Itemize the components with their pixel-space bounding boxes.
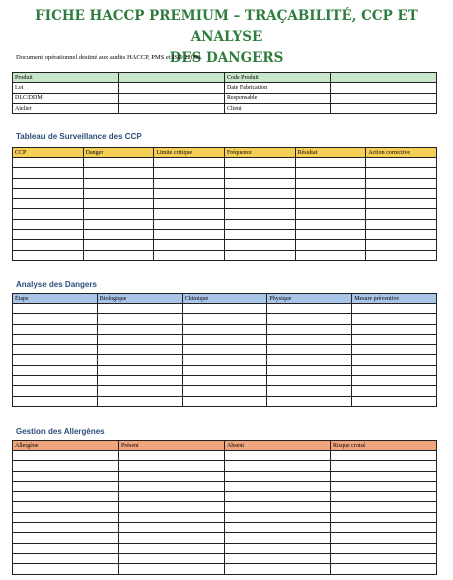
entry-cell[interactable] bbox=[331, 512, 437, 522]
entry-cell[interactable] bbox=[83, 188, 154, 198]
column-header: CCP bbox=[13, 148, 84, 158]
entry-cell[interactable] bbox=[119, 533, 225, 543]
entry-cell[interactable] bbox=[97, 376, 182, 386]
entry-cell[interactable] bbox=[331, 564, 437, 574]
table-row bbox=[13, 304, 437, 314]
entry-cell[interactable] bbox=[295, 219, 366, 229]
entry-cell[interactable] bbox=[154, 168, 225, 178]
entry-cell[interactable] bbox=[13, 314, 98, 324]
entry-cell[interactable] bbox=[119, 502, 225, 512]
entry-cell[interactable] bbox=[331, 553, 437, 563]
entry-cell[interactable] bbox=[97, 334, 182, 344]
entry-cell[interactable] bbox=[83, 230, 154, 240]
entry-cell[interactable] bbox=[182, 314, 267, 324]
entry-cell[interactable] bbox=[182, 334, 267, 344]
allergens-heading: Gestion des Allergènes bbox=[16, 427, 105, 436]
entry-cell[interactable] bbox=[13, 471, 119, 481]
ccp-heading: Tableau de Surveillance des CCP bbox=[16, 132, 142, 141]
entry-cell[interactable] bbox=[182, 365, 267, 375]
entry-cell[interactable] bbox=[352, 376, 437, 386]
entry-cell[interactable] bbox=[119, 564, 225, 574]
entry-cell[interactable] bbox=[295, 199, 366, 209]
entry-cell[interactable] bbox=[225, 553, 331, 563]
intro-text: Document opérationnel destiné aux audits HACCP, PMS et ISO 22000. bbox=[16, 54, 203, 61]
entry-cell[interactable] bbox=[225, 512, 331, 522]
entry-cell[interactable] bbox=[267, 386, 352, 396]
entry-cell[interactable] bbox=[97, 365, 182, 375]
entry-cell[interactable] bbox=[295, 158, 366, 168]
entry-cell[interactable] bbox=[83, 178, 154, 188]
entry-cell[interactable] bbox=[267, 334, 352, 344]
entry-cell[interactable] bbox=[13, 240, 84, 250]
entry-cell[interactable] bbox=[83, 168, 154, 178]
entry-cell[interactable] bbox=[13, 304, 98, 314]
entry-cell[interactable] bbox=[119, 553, 225, 563]
column-header: Danger bbox=[83, 148, 154, 158]
table-row bbox=[13, 481, 437, 491]
entry-cell[interactable] bbox=[182, 396, 267, 406]
entry-cell[interactable] bbox=[13, 178, 84, 188]
info-value-field[interactable] bbox=[331, 93, 437, 103]
entry-cell[interactable] bbox=[154, 188, 225, 198]
entry-cell[interactable] bbox=[182, 376, 267, 386]
entry-cell[interactable] bbox=[97, 314, 182, 324]
entry-cell[interactable] bbox=[119, 492, 225, 502]
entry-cell[interactable] bbox=[119, 471, 225, 481]
column-header: Fréquence bbox=[224, 148, 295, 158]
info-table bbox=[12, 72, 437, 114]
column-header: Absent bbox=[225, 441, 331, 451]
entry-cell[interactable] bbox=[295, 178, 366, 188]
table-row bbox=[13, 512, 437, 522]
column-header: Physique bbox=[267, 294, 352, 304]
entry-cell[interactable] bbox=[225, 471, 331, 481]
entry-cell[interactable] bbox=[352, 314, 437, 324]
table-row bbox=[13, 345, 437, 355]
entry-cell[interactable] bbox=[83, 219, 154, 229]
entry-cell[interactable] bbox=[331, 461, 437, 471]
entry-cell[interactable] bbox=[352, 365, 437, 375]
table-row bbox=[13, 386, 437, 396]
info-label: Client bbox=[225, 103, 331, 113]
entry-cell[interactable] bbox=[366, 188, 437, 198]
dangers-heading: Analyse des Dangers bbox=[16, 280, 97, 289]
entry-cell[interactable] bbox=[13, 533, 119, 543]
entry-cell[interactable] bbox=[119, 451, 225, 461]
entry-cell[interactable] bbox=[224, 168, 295, 178]
entry-cell[interactable] bbox=[13, 564, 119, 574]
entry-cell[interactable] bbox=[154, 178, 225, 188]
entry-cell[interactable] bbox=[352, 304, 437, 314]
entry-cell[interactable] bbox=[97, 396, 182, 406]
info-row bbox=[13, 93, 437, 103]
entry-cell[interactable] bbox=[119, 543, 225, 553]
entry-cell[interactable] bbox=[224, 230, 295, 240]
entry-cell[interactable] bbox=[366, 209, 437, 219]
entry-cell[interactable] bbox=[267, 345, 352, 355]
entry-cell[interactable] bbox=[267, 314, 352, 324]
entry-cell[interactable] bbox=[267, 304, 352, 314]
column-header: Risque croisé bbox=[331, 441, 437, 451]
table-row bbox=[13, 492, 437, 502]
entry-cell[interactable] bbox=[267, 376, 352, 386]
entry-cell[interactable] bbox=[366, 230, 437, 240]
table-row bbox=[13, 533, 437, 543]
entry-cell[interactable] bbox=[366, 240, 437, 250]
entry-cell[interactable] bbox=[83, 158, 154, 168]
entry-cell[interactable] bbox=[352, 355, 437, 365]
entry-cell[interactable] bbox=[154, 230, 225, 240]
entry-cell[interactable] bbox=[224, 188, 295, 198]
entry-cell[interactable] bbox=[331, 523, 437, 533]
entry-cell[interactable] bbox=[13, 461, 119, 471]
table-row bbox=[13, 219, 437, 229]
entry-cell[interactable] bbox=[267, 365, 352, 375]
entry-cell[interactable] bbox=[97, 345, 182, 355]
entry-cell[interactable] bbox=[225, 461, 331, 471]
info-value-field[interactable] bbox=[119, 93, 225, 103]
dangers-table bbox=[12, 293, 437, 407]
title-line-1: FICHE HACCP PREMIUM – TRAÇABILITÉ, CCP ET ANALYSE bbox=[35, 8, 418, 45]
entry-cell[interactable] bbox=[13, 158, 84, 168]
entry-cell[interactable] bbox=[366, 178, 437, 188]
entry-cell[interactable] bbox=[13, 365, 98, 375]
entry-cell[interactable] bbox=[331, 533, 437, 543]
entry-cell[interactable] bbox=[352, 324, 437, 334]
entry-cell[interactable] bbox=[13, 209, 84, 219]
info-label: Atelier bbox=[13, 103, 119, 113]
entry-cell[interactable] bbox=[352, 396, 437, 406]
column-header: Présent bbox=[119, 441, 225, 451]
table-row bbox=[13, 199, 437, 209]
entry-cell[interactable] bbox=[13, 481, 119, 491]
entry-cell[interactable] bbox=[366, 158, 437, 168]
table-row bbox=[13, 188, 437, 198]
entry-cell[interactable] bbox=[13, 355, 98, 365]
entry-cell[interactable] bbox=[13, 386, 98, 396]
entry-cell[interactable] bbox=[13, 543, 119, 553]
table-row bbox=[13, 451, 437, 461]
entry-cell[interactable] bbox=[224, 178, 295, 188]
entry-cell[interactable] bbox=[331, 451, 437, 461]
entry-cell[interactable] bbox=[267, 396, 352, 406]
table-row bbox=[13, 502, 437, 512]
entry-cell[interactable] bbox=[182, 324, 267, 334]
info-label: Code Produit bbox=[225, 73, 331, 83]
entry-cell[interactable] bbox=[295, 168, 366, 178]
column-header: Chimique bbox=[182, 294, 267, 304]
table-row bbox=[13, 250, 437, 260]
info-label: Responsable bbox=[225, 93, 331, 103]
table-row bbox=[13, 553, 437, 563]
table-row bbox=[13, 209, 437, 219]
table-row bbox=[13, 376, 437, 386]
ccp-table bbox=[12, 147, 437, 261]
info-label: Date Fabrication bbox=[225, 83, 331, 93]
entry-cell[interactable] bbox=[225, 481, 331, 491]
entry-cell[interactable] bbox=[13, 376, 98, 386]
info-value-field[interactable] bbox=[331, 83, 437, 93]
entry-cell[interactable] bbox=[224, 250, 295, 260]
entry-cell[interactable] bbox=[97, 304, 182, 314]
column-header: Résultat bbox=[295, 148, 366, 158]
entry-cell[interactable] bbox=[154, 219, 225, 229]
entry-cell[interactable] bbox=[295, 250, 366, 260]
entry-cell[interactable] bbox=[225, 523, 331, 533]
entry-cell[interactable] bbox=[119, 512, 225, 522]
column-header: Mesure préventive bbox=[352, 294, 437, 304]
entry-cell[interactable] bbox=[295, 240, 366, 250]
entry-cell[interactable] bbox=[366, 250, 437, 260]
entry-cell[interactable] bbox=[154, 250, 225, 260]
table-row bbox=[13, 324, 437, 334]
info-row bbox=[13, 83, 437, 93]
table-row bbox=[13, 230, 437, 240]
entry-cell[interactable] bbox=[224, 240, 295, 250]
table-row bbox=[13, 240, 437, 250]
entry-cell[interactable] bbox=[13, 553, 119, 563]
entry-cell[interactable] bbox=[119, 481, 225, 491]
title-line-2: DES DANGERS bbox=[169, 50, 284, 66]
entry-cell[interactable] bbox=[13, 188, 84, 198]
entry-cell[interactable] bbox=[225, 451, 331, 461]
entry-cell[interactable] bbox=[366, 168, 437, 178]
entry-cell[interactable] bbox=[331, 492, 437, 502]
entry-cell[interactable] bbox=[83, 209, 154, 219]
entry-cell[interactable] bbox=[97, 386, 182, 396]
entry-cell[interactable] bbox=[182, 304, 267, 314]
info-label: Lot bbox=[13, 83, 119, 93]
entry-cell[interactable] bbox=[331, 543, 437, 553]
entry-cell[interactable] bbox=[224, 158, 295, 168]
entry-cell[interactable] bbox=[295, 188, 366, 198]
entry-cell[interactable] bbox=[225, 543, 331, 553]
column-header: Limite critique bbox=[154, 148, 225, 158]
entry-cell[interactable] bbox=[13, 512, 119, 522]
table-row bbox=[13, 461, 437, 471]
table-row bbox=[13, 564, 437, 574]
entry-cell[interactable] bbox=[224, 209, 295, 219]
entry-cell[interactable] bbox=[13, 523, 119, 533]
entry-cell[interactable] bbox=[154, 209, 225, 219]
table-row bbox=[13, 355, 437, 365]
info-value-field[interactable] bbox=[331, 103, 437, 113]
entry-cell[interactable] bbox=[225, 564, 331, 574]
entry-cell[interactable] bbox=[182, 355, 267, 365]
entry-cell[interactable] bbox=[13, 502, 119, 512]
entry-cell[interactable] bbox=[154, 199, 225, 209]
column-header: Biologique bbox=[97, 294, 182, 304]
info-label: DLC/DDM bbox=[13, 93, 119, 103]
entry-cell[interactable] bbox=[352, 386, 437, 396]
entry-cell[interactable] bbox=[225, 492, 331, 502]
entry-cell[interactable] bbox=[295, 230, 366, 240]
entry-cell[interactable] bbox=[13, 334, 98, 344]
entry-cell[interactable] bbox=[13, 230, 84, 240]
entry-cell[interactable] bbox=[13, 250, 84, 260]
entry-cell[interactable] bbox=[224, 219, 295, 229]
table-row bbox=[13, 543, 437, 553]
table-row bbox=[13, 158, 437, 168]
entry-cell[interactable] bbox=[83, 199, 154, 209]
entry-cell[interactable] bbox=[83, 240, 154, 250]
column-header: Étape bbox=[13, 294, 98, 304]
entry-cell[interactable] bbox=[13, 219, 84, 229]
info-value-field[interactable] bbox=[119, 73, 225, 83]
entry-cell[interactable] bbox=[97, 355, 182, 365]
entry-cell[interactable] bbox=[331, 481, 437, 491]
info-label: Produit bbox=[13, 73, 119, 83]
table-row bbox=[13, 178, 437, 188]
entry-cell[interactable] bbox=[225, 533, 331, 543]
entry-cell[interactable] bbox=[331, 471, 437, 481]
info-row bbox=[13, 103, 437, 113]
entry-cell[interactable] bbox=[182, 386, 267, 396]
table-row bbox=[13, 334, 437, 344]
entry-cell[interactable] bbox=[13, 396, 98, 406]
entry-cell[interactable] bbox=[13, 345, 98, 355]
entry-cell[interactable] bbox=[182, 345, 267, 355]
entry-cell[interactable] bbox=[13, 492, 119, 502]
entry-cell[interactable] bbox=[154, 158, 225, 168]
entry-cell[interactable] bbox=[331, 502, 437, 512]
table-row bbox=[13, 365, 437, 375]
entry-cell[interactable] bbox=[267, 324, 352, 334]
column-header: Allergène bbox=[13, 441, 119, 451]
table-row bbox=[13, 396, 437, 406]
entry-cell[interactable] bbox=[224, 199, 295, 209]
info-row bbox=[13, 73, 437, 83]
table-row bbox=[13, 314, 437, 324]
table-row bbox=[13, 523, 437, 533]
entry-cell[interactable] bbox=[352, 334, 437, 344]
entry-cell[interactable] bbox=[366, 219, 437, 229]
allergens-table bbox=[12, 440, 437, 575]
table-row bbox=[13, 168, 437, 178]
info-value-field[interactable] bbox=[119, 103, 225, 113]
entry-cell[interactable] bbox=[83, 250, 154, 260]
entry-cell[interactable] bbox=[13, 451, 119, 461]
column-header: Action corrective bbox=[366, 148, 437, 158]
entry-cell[interactable] bbox=[352, 345, 437, 355]
entry-cell[interactable] bbox=[13, 168, 84, 178]
entry-cell[interactable] bbox=[267, 355, 352, 365]
entry-cell[interactable] bbox=[154, 240, 225, 250]
info-value-field[interactable] bbox=[119, 83, 225, 93]
entry-cell[interactable] bbox=[97, 324, 182, 334]
entry-cell[interactable] bbox=[295, 209, 366, 219]
entry-cell[interactable] bbox=[13, 324, 98, 334]
entry-cell[interactable] bbox=[119, 523, 225, 533]
entry-cell[interactable] bbox=[366, 199, 437, 209]
entry-cell[interactable] bbox=[225, 502, 331, 512]
table-row bbox=[13, 471, 437, 481]
entry-cell[interactable] bbox=[119, 461, 225, 471]
info-value-field[interactable] bbox=[331, 73, 437, 83]
entry-cell[interactable] bbox=[13, 199, 84, 209]
